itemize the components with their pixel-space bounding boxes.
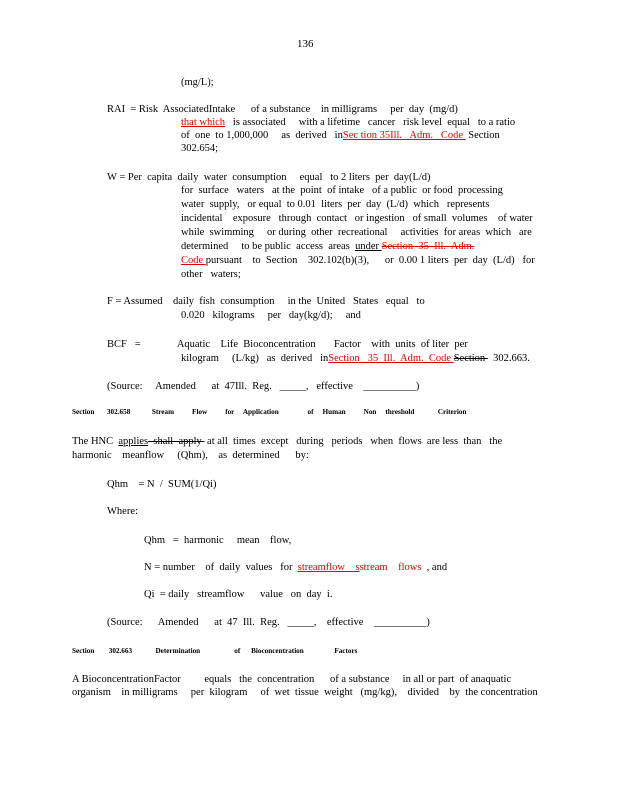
inserted-text: Code: [181, 255, 206, 266]
bcf-definition-line-1: BCF = Aquatic Life Bioconcentration Factor with units of liter per: [107, 339, 468, 350]
w-definition-line-3: water supply, or equal to 0.01 liters per day (L/d) which represents: [181, 199, 490, 210]
w-definition-line-4: incidental exposure through contact or ingestion of small volumes of water: [181, 213, 533, 224]
f-definition-line-2: 0.020 kilograms per day(kg/d); and: [181, 310, 361, 321]
deleted-text: Section: [453, 353, 488, 364]
text-run: determined to be public access areas: [181, 241, 356, 252]
source-note-2: (Source: Amended at 47 Ill. Reg. _____, effective __________): [107, 617, 430, 628]
section-heading-302-663: Section 302.663 Determination of Bioconcentration Factors: [72, 647, 358, 655]
harmonic-formula: Qhm = N / SUM(1/Qi): [107, 479, 217, 490]
page-number: 136: [297, 38, 314, 50]
w-definition-line-8: other waters;: [181, 269, 241, 280]
w-definition-line-7: [181, 254, 535, 267]
inserted-text: under: [355, 241, 382, 252]
inserted-text: streamflow s: [297, 562, 360, 573]
text-run: The HNC: [72, 436, 119, 447]
text-run: , and: [421, 562, 448, 573]
section-heading-302-658: Section 302.658 Stream Flow for Application of Human Non threshold Criterion: [72, 408, 467, 416]
bcf-paragraph-line-2: organism in milligrams per kilogram of wet tissue weight (mg/kg), divided by the concentration: [72, 687, 538, 698]
inserted-text: stream flows: [359, 562, 422, 573]
inserted-text: that which: [181, 117, 226, 128]
definition-qhm: Qhm = harmonic mean flow,: [144, 535, 292, 546]
bcf-paragraph-line-1: A BioconcentrationFactor equals the concentration of a substance in all or part of anaquatic: [72, 674, 512, 685]
w-definition-line-5: while swimming or during other recreational activities for areas which are: [181, 227, 532, 238]
w-definition-line-2: for surface waters at the point of intake of a public or food processing: [181, 185, 503, 196]
rai-definition-line-4: 302.654;: [181, 143, 219, 154]
deleted-text: shall apply: [148, 436, 205, 447]
where-label: Where:: [107, 506, 138, 517]
f-definition-line-1: F = Assumed daily fish consumption in the United States equal to: [107, 296, 425, 307]
bcf-definition-line-2: [181, 352, 530, 365]
inserted-text: applies: [118, 436, 149, 447]
text-run: 302.663.: [487, 353, 530, 364]
text-run: pursuant to Section 302.102(b)(3), or 0.00 1 liters per day (L/d) for: [205, 255, 535, 266]
text-run: N = number of daily values for: [144, 562, 298, 573]
w-definition-line-1: W = Per capita daily water consumption equal to 2 liters per day(L/d): [107, 172, 431, 183]
text-run: kilogram (L/kg) as derived in: [181, 353, 329, 364]
text-run: Section: [465, 130, 500, 141]
definition-qi: Qi = daily streamflow value on day i.: [144, 589, 333, 600]
deleted-text: Section 35 Ill. Adm.: [381, 241, 475, 252]
inserted-text: Sec tion 35Ill. Adm. Code: [342, 130, 466, 141]
text-run: of one to 1,000,000 as derived in: [181, 130, 343, 141]
text-line-mgl: (mg/L);: [181, 77, 214, 88]
text-run: at all times except during periods when flows are less than the: [204, 436, 503, 447]
hnc-paragraph-line-1: [72, 435, 502, 448]
source-note-1: (Source: Amended at 47Ill. Reg. _____, effective __________): [107, 381, 420, 392]
definition-n: [144, 561, 447, 574]
rai-definition-line-2: [181, 116, 515, 129]
rai-definition-line-3: [181, 129, 500, 142]
w-definition-line-6: [181, 240, 474, 253]
rai-definition-line-1: RAI = Risk AssociatedIntake of a substance in milligrams per day (mg/d): [107, 104, 458, 115]
hnc-paragraph-line-2: harmonic meanflow (Qhm), as determined by:: [72, 450, 309, 461]
text-run: is associated with a lifetime cancer risk level equal to a ratio: [225, 117, 516, 128]
inserted-text: Section 35 Ill. Adm. Code: [328, 353, 454, 364]
